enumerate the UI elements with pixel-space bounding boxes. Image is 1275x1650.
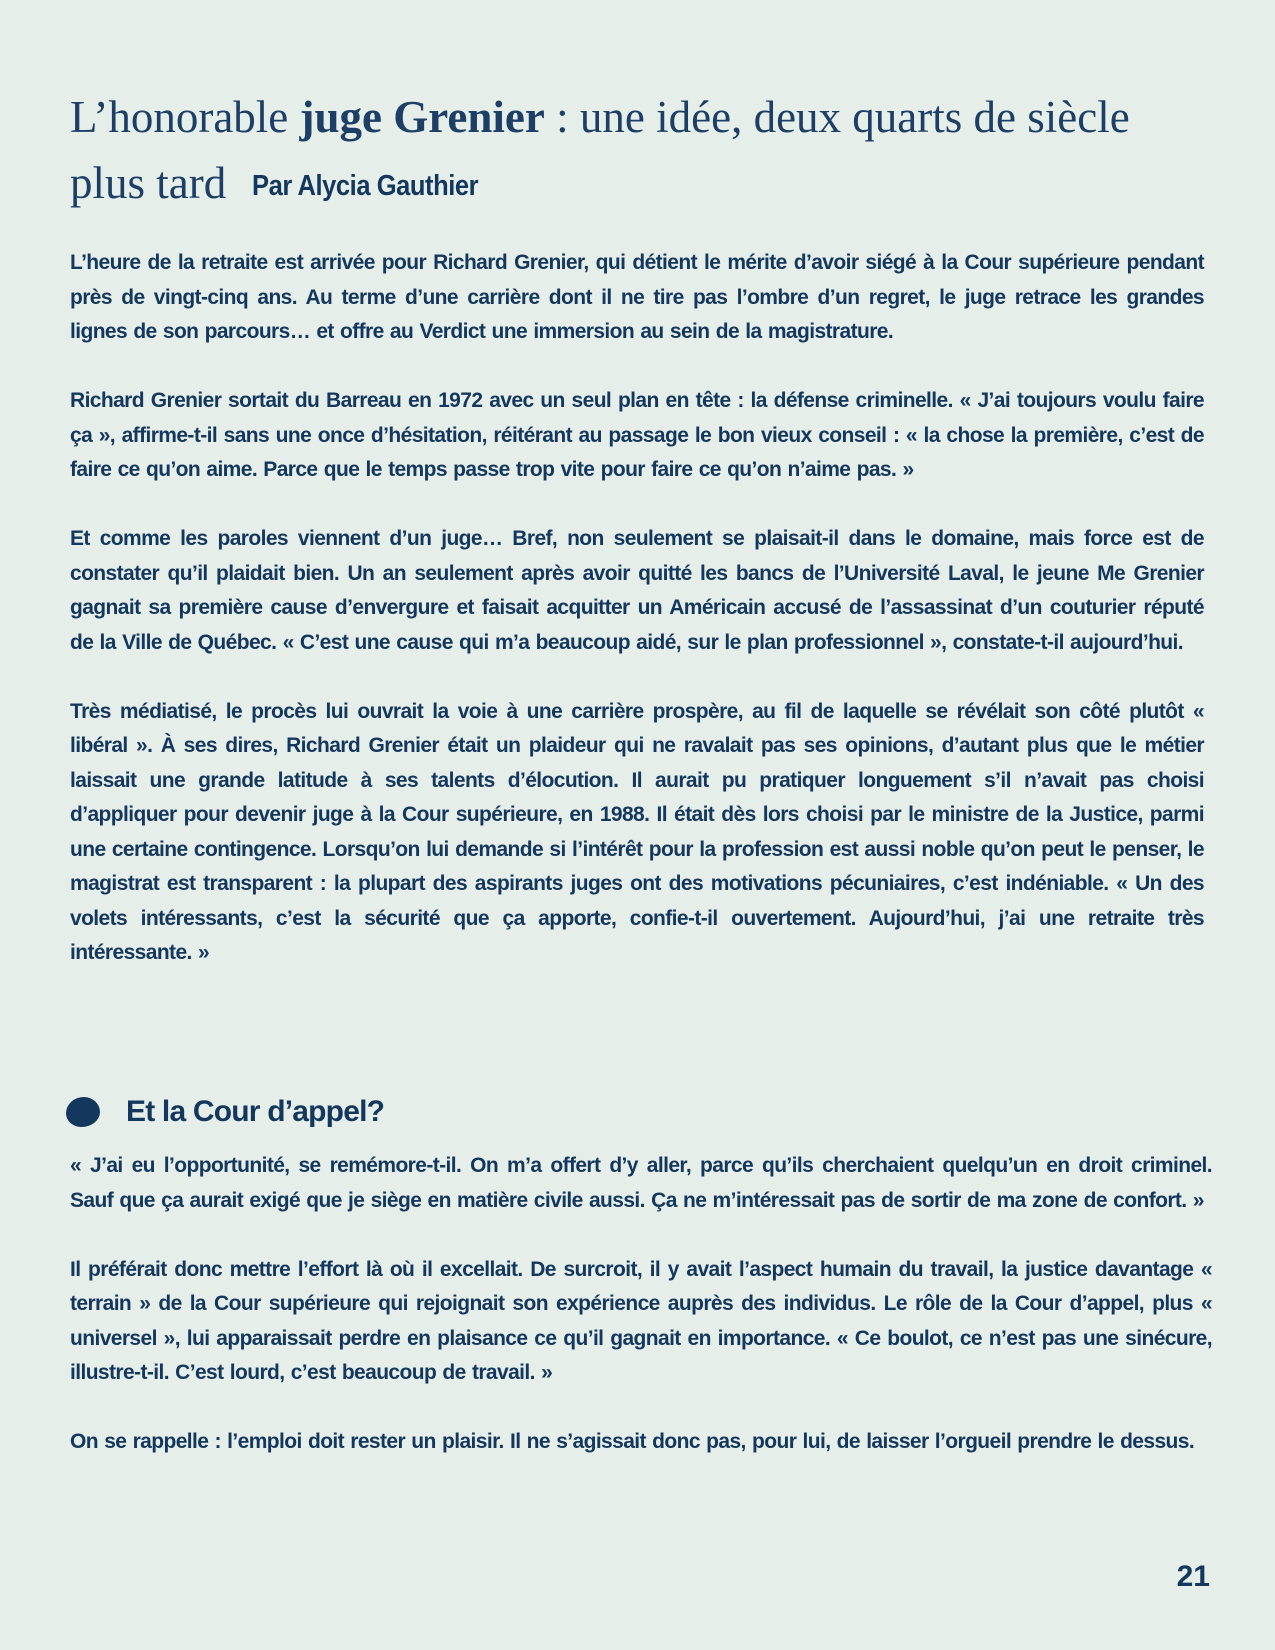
section-heading — [66, 1090, 384, 1134]
paragraph-conclusion: On se rappelle : l’emploi doit rester un plaisir. Il ne s’agissait donc pas, pour lui, de laisser l’orgueil prendre le dessus. — [70, 1430, 1195, 1453]
paragraph-barreau: Richard Grenier sortait du Barreau en 1972 avec un seul plan en tête : la défense criminelle. « J’ai toujours voulu faire ça », affirme-t-il sans une once d’hésitation, réitérant au passage le bon vieux conseil : « la chose la première, c’est de faire ce qu’on aime. Parce que le temps passe trop vite pour faire ce qu’on n’aime pas. » — [70, 389, 1204, 481]
paragraph-career: Très médiatisé, le procès lui ouvrait la voie à une carrière prospère, au fil de laquelle se révélait son côté plutôt « libéral ». À ses dires, Richard Grenier était un plaideur qui ne ravalait pas ses opinions, d’autant plus que le métier laissait une grande latitude à ses talents d’élocution. Il aurait pu pratiquer longuement s’il n’avait pas choisi d’appliquer pour devenir juge à la Cour supérieure, en 1988. Il était dès lors choisi par le ministre de la Justice, parmi une certaine contingence. Lorsqu’on lui demande si l’intérêt pour la profession est aussi noble qu’on peut le penser, le magistrat est transparent : la plupart des aspirants juges ont des motivations pécuniaires, c’est indéniable. « Un des volets intéressants, c’est la sécurité que ça apporte, confie-t-il ouvertement. Aujourd’hui, j’ai une retraite très intéressante. » — [70, 699, 1204, 964]
paragraph-preference: Il préférait donc mettre l’effort là où il excellait. De surcroit, il y avait l’aspect humain du travail, la justice davantage « terrain » de la Cour supérieure qui rejoignait son expérience auprès des individus. Le rôle de la Cour d’appel, plus « universel », lui apparaissait perdre en plaisance ce qu’il gagnait en importance. « Ce boulot, ce n’est pas une sinécure, illustre-t-il. C’est lourd, c’est beaucoup de travail. » — [70, 1257, 1212, 1384]
section-heading-text: Et la Cour d’appel? — [126, 1095, 385, 1128]
title-part-1: L’honorable — [70, 92, 300, 142]
paragraph-intro: L’heure de la retraite est arrivée pour Richard Grenier, qui détient le mérite d’avoir siégé à la Cour supérieure pendant près de vingt-cinq ans. Au terme d’une carrière dont il ne tire pas l’ombre d’un regret, le juge retrace les grandes lignes de son parcours… et offre au Verdict une immersion au sein de la magistrature. — [70, 251, 1204, 343]
article-body-top — [70, 246, 1204, 1005]
paragraph-first-case: Et comme les paroles viennent d’un juge… Bref, non seulement se plaisait-il dans le domaine, mais force est de constater qu’il plaidait bien. Un an seulement après avoir quitté les bancs de l’Université Laval, le jeune Me Grenier gagnait sa première cause d’envergure et faisait acquitter un Américain accusé de l’assassinat d’un couturier réputé de la Ville de Québec. « C’est une cause qui m’a beaucoup aidé, sur le plan professionnel », constate-t-il aujourd’hui. — [70, 527, 1204, 654]
article-title — [70, 84, 1190, 219]
page-number: 21 — [1176, 1560, 1210, 1593]
byline: Par Alycia Gauthier — [252, 170, 479, 202]
title-bold-name: juge Grenier — [299, 92, 545, 142]
paragraph-appeal-offer: « J’ai eu l’opportunité, se remémore-t-il. On m’a offert d’y aller, parce qu’ils cherchaient quelqu’un en droit criminel. Sauf que ça aurait exigé que je siège en matière civile aussi. Ça ne m’intéressait pas de sortir de ma zone de confort. » — [70, 1154, 1212, 1212]
article-body-bottom — [70, 1149, 1212, 1494]
blob-bullet-icon — [66, 1097, 100, 1127]
title-part-2: : une idée, deux quarts de siècle plus tard — [70, 92, 1130, 208]
